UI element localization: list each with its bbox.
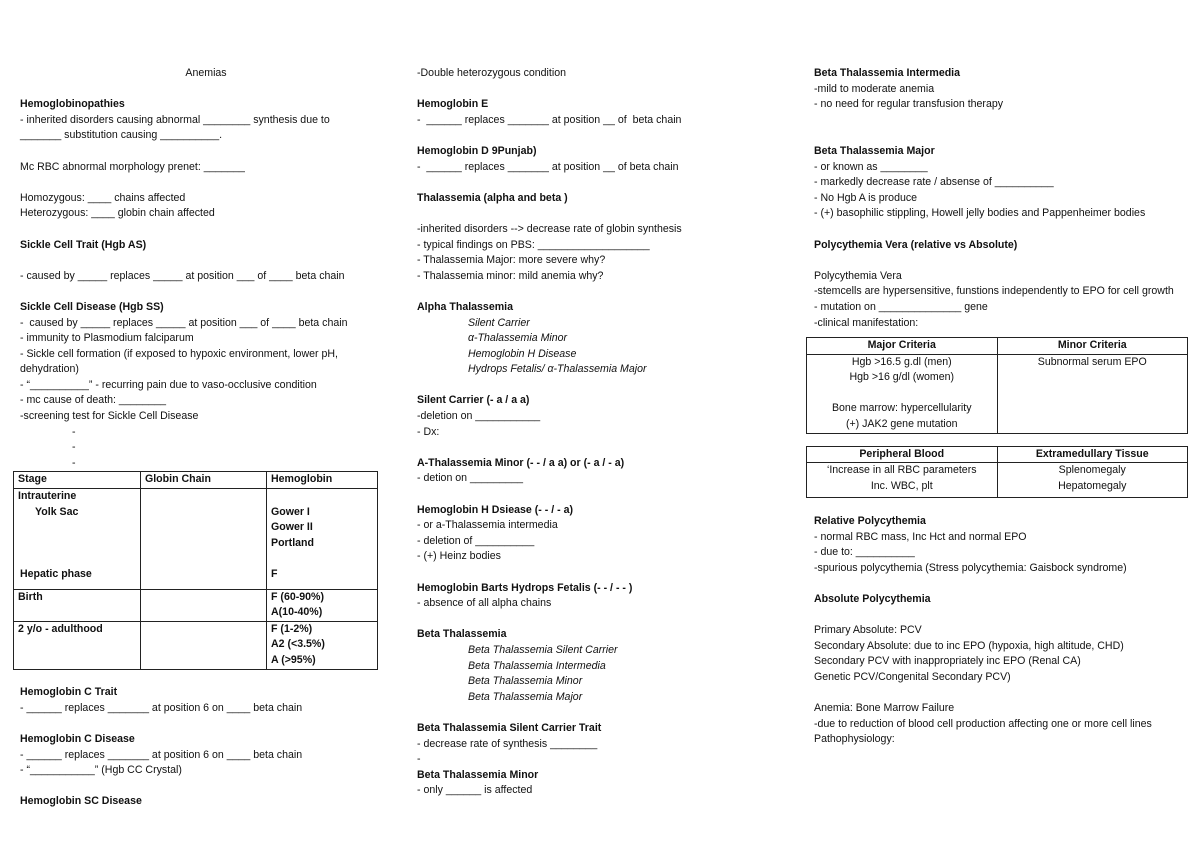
text-line: - ______ replaces _______ at position 6 on ____ beta chain <box>20 748 303 761</box>
text-line: _______ substitution causing __________. <box>20 129 223 142</box>
blank-bullet: - <box>72 456 76 469</box>
text-line: - Thalassemia minor: mild anemia why? <box>417 269 604 282</box>
hemoglobin-value: A (>95%) <box>271 653 316 666</box>
table-cell <box>141 589 267 621</box>
hemoglobin-stage-table <box>13 471 378 669</box>
hemoglobinopathies-heading: Hemoglobinopathies <box>20 98 125 111</box>
text-line: Pathophysiology: <box>814 733 895 746</box>
text-line: Polycythemia Vera <box>814 269 902 282</box>
hemoglobin-value: Gower I <box>271 505 310 518</box>
text-line: - inherited disorders causing abnormal ________ synthesis due to <box>20 113 330 126</box>
text-line: Mc RBC abnormal morphology prenet: _______ <box>20 160 245 173</box>
list-item: Hemoglobin H Disease <box>468 347 577 360</box>
table-cell: 2 y/o - adulthood <box>14 621 141 669</box>
text-line: Homozygous: ____ chains affected <box>20 191 186 204</box>
thalassemia-heading: Thalassemia (alpha and beta ) <box>417 191 568 204</box>
hemoglobin-value: Portland <box>271 536 314 549</box>
table-header-stage: Stage <box>14 472 141 489</box>
text-line: - only ______ is affected <box>417 784 533 797</box>
hemoglobin-d-heading: Hemoglobin D 9Punjab) <box>417 144 537 157</box>
hemoglobin-c-disease-heading: Hemoglobin C Disease <box>20 732 135 745</box>
text-line: - Thalassemia Major: more severe why? <box>417 254 606 267</box>
major-criteria-header: Major Criteria <box>807 338 998 355</box>
hemoglobin-value: F <box>271 568 278 580</box>
page-title: Anemias <box>185 67 227 79</box>
sickle-cell-trait-heading: Sickle Cell Trait (Hgb AS) <box>20 238 147 251</box>
polycythemia-vera-heading: Polycythemia Vera (relative vs Absolute) <box>814 238 1018 251</box>
beta-thalassemia-major-heading: Beta Thalassemia Major <box>814 144 935 157</box>
column-middle <box>417 66 789 799</box>
text-line: - (+) Heinz bodies <box>417 550 501 563</box>
table-cell <box>14 489 141 590</box>
column-right <box>814 66 1186 748</box>
text-line: - mutation on ______________ gene <box>814 300 988 313</box>
text-line: -clinical manifestation: <box>814 316 919 329</box>
table-row <box>807 338 1188 355</box>
text-line: - no need for regular transfusion therapy <box>814 98 1004 111</box>
table-header-hemoglobin: Hemoglobin <box>267 472 378 489</box>
silent-carrier-heading: Silent Carrier (- a / a a) <box>417 394 530 407</box>
finding-item: Inc. WBC, plt <box>870 479 933 492</box>
sickle-cell-disease-heading: Sickle Cell Disease (Hgb SS) <box>20 300 164 313</box>
text-line: -mild to moderate anemia <box>814 82 935 95</box>
text-line: Secondary Absolute: due to inc EPO (hypoxia, high altitude, CHD) <box>814 639 1124 652</box>
table-row <box>14 621 378 669</box>
stage-label: Yolk Sac <box>35 505 79 518</box>
text-line: - detion on _________ <box>417 472 524 485</box>
text-line: -due to reduction of blood cell production affecting one or more cell lines <box>814 717 1152 730</box>
peripheral-blood-header: Peripheral Blood <box>807 446 998 463</box>
alpha-thalassemia-heading: Alpha Thalassemia <box>417 300 513 313</box>
criteria-item: Hgb >16 g/dl (women) <box>849 371 955 384</box>
table-header-globin-chain: Globin Chain <box>141 472 267 489</box>
criteria-item: Hgb >16.5 g.dl (men) <box>851 355 952 368</box>
text-line: - (+) basophilic stippling, Howell jelly bodies and Pappenheimer bodies <box>814 207 1146 220</box>
beta-silent-carrier-heading: Beta Thalassemia Silent Carrier Trait <box>417 721 602 734</box>
table-header-row <box>14 472 378 489</box>
text-line: - Dx: <box>417 425 440 438</box>
text-line: - immunity to Plasmodium falciparum <box>20 332 194 345</box>
extramedullary-tissue-cell <box>997 463 1188 498</box>
text-line: - deletion of __________ <box>417 534 535 547</box>
absolute-polycythemia-heading: Absolute Polycythemia <box>814 593 931 605</box>
text-line: -screening test for Sickle Cell Disease <box>20 410 199 423</box>
text-line: - or known as ________ <box>814 160 928 173</box>
table-cell <box>267 621 378 669</box>
beta-thalassemia-minor-heading: Beta Thalassemia Minor <box>417 768 539 781</box>
table-cell <box>267 489 378 590</box>
list-item: Beta Thalassemia Silent Carrier <box>468 643 618 656</box>
text-line: Secondary PCV with inappropriately inc EPO (Renal CA) <box>814 655 1081 668</box>
beta-thalassemia-intermedia-heading: Beta Thalassemia Intermedia <box>814 67 961 79</box>
list-item: Silent Carrier <box>468 316 530 329</box>
peripheral-blood-cell <box>807 463 998 498</box>
hemoglobin-value: Gower II <box>271 521 313 534</box>
text-line: - or a-Thalassemia intermedia <box>417 519 558 532</box>
blank-bullet: - <box>72 441 76 454</box>
hemoglobin-h-disease-heading: Hemoglobin H Dsiease (- - / - a) <box>417 503 573 516</box>
text-line: - “__________” - recurring pain due to vaso-occlusive condition <box>20 378 317 391</box>
relative-polycythemia-heading: Relative Polycythemia <box>814 515 926 528</box>
table-row <box>14 589 378 621</box>
text-line: - “___________” (Hgb CC Crystal) <box>20 764 182 777</box>
table-row <box>807 463 1188 498</box>
text-line: -deletion on ___________ <box>417 410 541 423</box>
text-line: -stemcells are hypersensitive, funstions independently to EPO for cell growth <box>814 285 1174 298</box>
text-line: -Double heterozygous condition <box>417 67 566 79</box>
text-line: - ______ replaces _______ at position __ of beta chain <box>417 113 682 126</box>
text-line: - <box>417 753 421 766</box>
stage-label: Intrauterine <box>18 490 77 503</box>
text-line: Genetic PCV/Congenital Secondary PCV) <box>814 670 1011 683</box>
finding-item: ‘Increase in all RBC parameters <box>826 464 977 477</box>
criteria-item: Bone marrow: hypercellularity <box>831 402 972 415</box>
text-line: - mc cause of death: ________ <box>20 394 167 407</box>
text-line: Heterozygous: ____ globin chain affected <box>20 207 215 220</box>
text-line: - markedly decrease rate / absense of __________ <box>814 176 1054 189</box>
beta-thalassemia-heading: Beta Thalassemia <box>417 628 507 641</box>
text-line: -spurious polycythemia (Stress polycythemia: Gaisbock syndrome) <box>814 561 1127 574</box>
list-item: Beta Thalassemia Intermedia <box>468 659 606 672</box>
list-item: Beta Thalassemia Major <box>468 690 583 703</box>
text-line: Primary Absolute: PCV <box>814 624 922 637</box>
criteria-item: (+) JAK2 gene mutation <box>845 418 958 431</box>
table-cell <box>141 489 267 590</box>
minor-criteria-header: Minor Criteria <box>997 338 1188 355</box>
table-cell: Birth <box>14 589 141 621</box>
table-row <box>807 354 1188 433</box>
text-line: - ______ replaces _______ at position 6 on ____ beta chain <box>20 701 303 714</box>
blood-tissue-table <box>806 446 1188 499</box>
text-line: - typical findings on PBS: ___________________ <box>417 238 650 251</box>
hemoglobin-value: A2 (<3.5%) <box>271 638 325 651</box>
stage-label: Hepatic phase <box>20 568 92 580</box>
text-line: - ______ replaces _______ at position __ of beta chain <box>417 160 679 173</box>
alpha-thalassemia-minor-heading: A-Thalassemia Minor (- - / a a) or (- a / - a) <box>417 456 625 469</box>
text-line: -inherited disorders --> decrease rate of globin synthesis <box>417 222 682 235</box>
table-cell <box>267 589 378 621</box>
column-left <box>20 66 392 810</box>
criteria-item: Subnormal serum EPO <box>1037 355 1147 368</box>
text-line: - caused by _____ replaces _____ at position ___ of ____ beta chain <box>20 316 348 329</box>
hemoglobin-barts-heading: Hemoglobin Barts Hydrops Fetalis (- - / - - ) <box>417 581 633 594</box>
text-line: Anemia: Bone Marrow Failure <box>814 702 955 715</box>
hemoglobin-value: F (1-2%) <box>271 622 313 635</box>
text-line: - absence of all alpha chains <box>417 597 552 610</box>
hemoglobin-value: A(10-40%) <box>271 606 323 619</box>
text-line: - No Hgb A is produce <box>814 191 918 204</box>
list-item: Hydrops Fetalis/ α-Thalassemia Major <box>468 363 647 376</box>
extramedullary-tissue-header: Extramedullary Tissue <box>997 446 1188 463</box>
table-row <box>14 489 378 590</box>
text-line: - caused by _____ replaces _____ at position ___ of ____ beta chain <box>20 269 345 282</box>
table-cell <box>141 621 267 669</box>
text-line: - due to: __________ <box>814 546 915 559</box>
major-criteria-cell <box>807 354 998 433</box>
blank-bullet: - <box>72 425 76 438</box>
list-item: Beta Thalassemia Minor <box>468 675 583 688</box>
minor-criteria-cell <box>997 354 1188 433</box>
finding-item: Splenomegaly <box>1058 464 1126 477</box>
criteria-table <box>806 337 1188 434</box>
text-line: - decrease rate of synthesis ________ <box>417 737 598 750</box>
list-item: α-Thalassemia Minor <box>468 332 568 345</box>
hemoglobin-sc-disease-heading: Hemoglobin SC Disease <box>20 795 142 808</box>
hemoglobin-e-heading: Hemoglobin E <box>417 98 489 111</box>
hemoglobin-value: F (60-90%) <box>271 590 324 603</box>
text-line: - Sickle cell formation (if exposed to hypoxic environment, lower pH, dehydration) <box>20 347 341 376</box>
text-line: - normal RBC mass, Inc Hct and normal EPO <box>814 530 1027 543</box>
finding-item: Hepatomegaly <box>1058 479 1127 492</box>
hemoglobin-c-trait-heading: Hemoglobin C Trait <box>20 686 118 699</box>
table-row <box>807 446 1188 463</box>
